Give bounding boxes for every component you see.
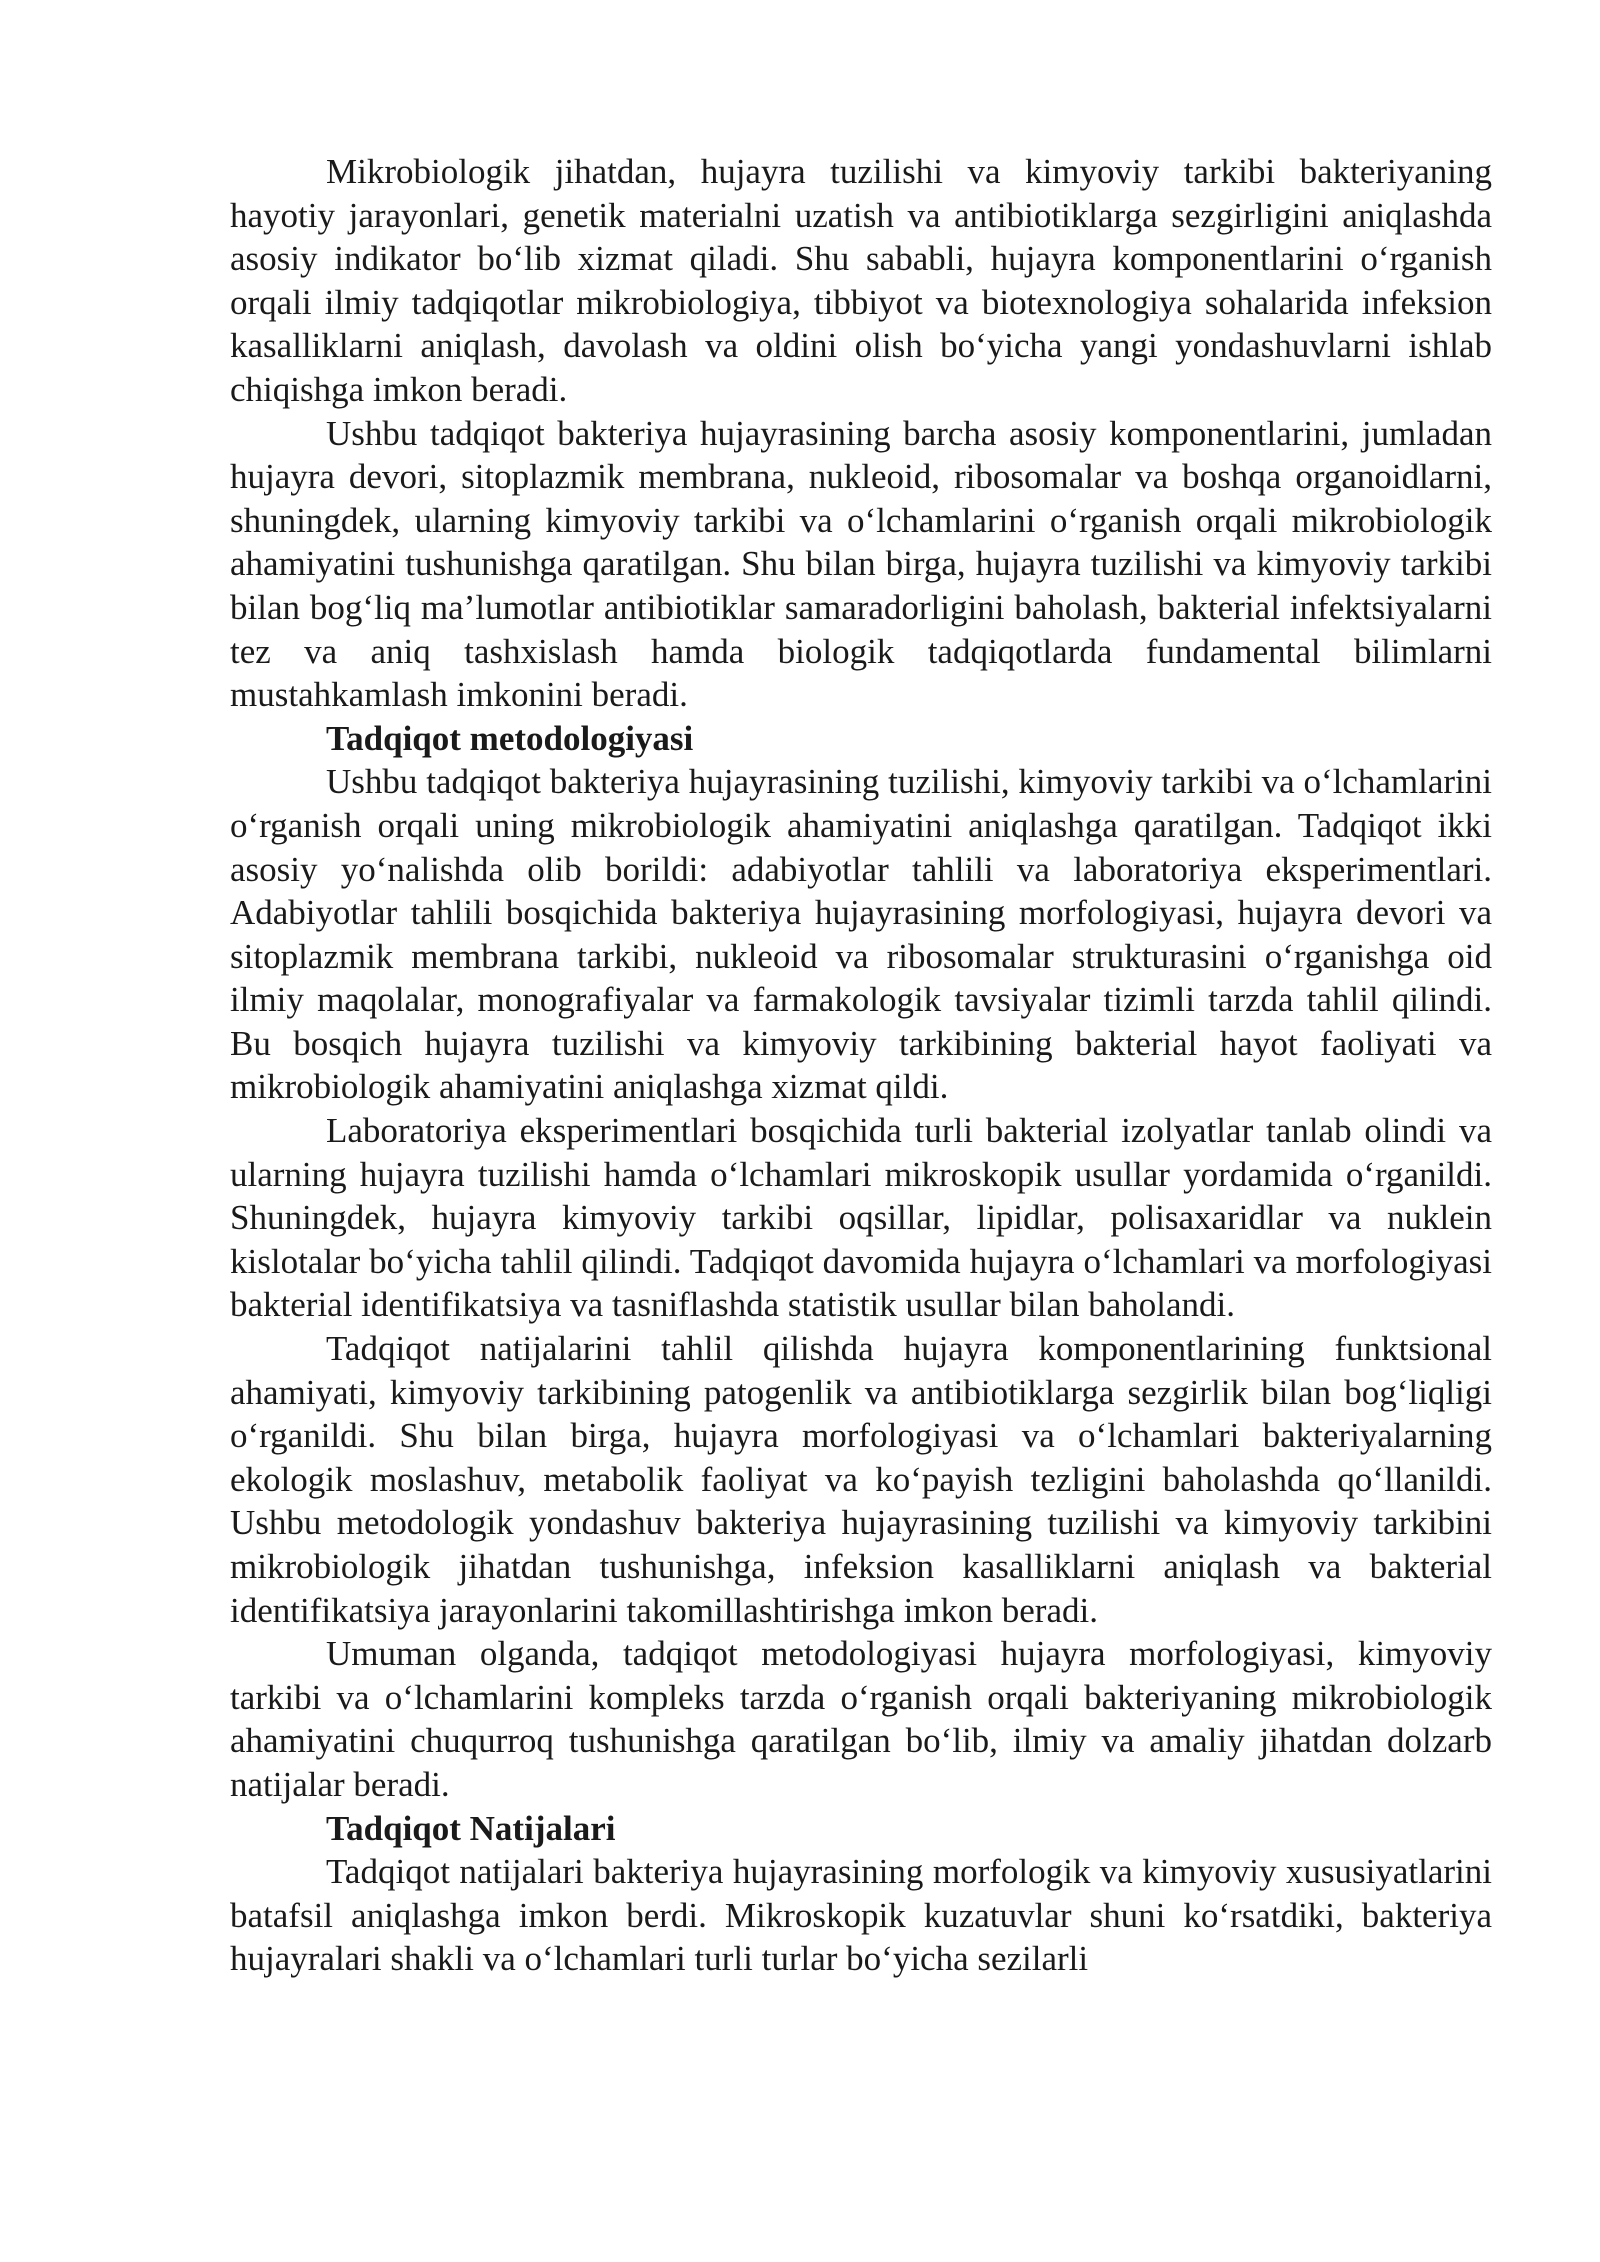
paragraph-intro-significance: Mikrobiologik jihatdan, hujayra tuzilishi va kimyoviy tarkibi bakteriyaning hayotiy jarayonlari, genetik materialni uzatish va antibiotiklarga sezgirligini aniqlashda asosiy indikator bo‘lib xizmat qiladi. Shu sababli, hujayra komponentlarini o‘rganish orqali ilmiy tadqiqotlar mikrobiologiya, tibbiyot va biotexnologiya sohalarida infeksion kasalliklarni aniqlash, davolash va oldini olish bo‘yicha yangi yondashuvlarni ishlab chiqishga imkon beradi. — [230, 152, 1492, 409]
heading-results: Tadqiqot Natijalari — [326, 1808, 616, 1848]
heading-methodology: Tadqiqot metodologiyasi — [326, 718, 694, 758]
paragraph-study-aim: Ushbu tadqiqot bakteriya hujayrasining barcha asosiy komponentlarini, jumladan hujayra devori, sitoplazmik membrana, nukleoid, ribosomalar va boshqa organoidlarni, shuningdek, ularning kimyoviy tarkibi va o‘lchamlarini o‘rganish orqali mikrobiologik ahamiyatini tushunishga qaratilgan. Shu bilan birga, hujayra tuzilishi va kimyoviy tarkibi bilan bog‘liq ma’lumotlar antibiotiklar samaradorligini baholash, bakterial infektsiyalarni tez va aniq tashxislash hamda biologik tadqiqotlarda fundamental bilimlarni mustahkamlash imkonini beradi. — [230, 413, 1492, 715]
paragraph-results-intro: Tadqiqot natijalari bakteriya hujayrasining morfologik va kimyoviy xususiyatlarini batafsil aniqlashga imkon berdi. Mikroskopik kuzatuvlar shuni ko‘rsatdiki, bakteriya hujayralari shakli va o‘lchamlari turli turlar bo‘yicha sezilarli — [230, 1852, 1492, 1979]
paragraph-results-analysis: Tadqiqot natijalarini tahlil qilishda hujayra komponentlarining funktsional ahamiyati, kimyoviy tarkibining patogenlik va antibiotiklarga sezgirlik bilan bog‘liqligi o‘rganildi. Shu bilan birga, hujayra morfologiyasi va o‘lchamlari bakteriyalarning ekologik moslashuv, metabolik faoliyat va ko‘payish tezligini baholashda qo‘llanildi. Ushbu metodologik yondashuv bakteriya hujayrasining tuzilishi va kimyoviy tarkibini mikrobiologik jihatdan tushunishga, infeksion kasalliklarni aniqlash va bakterial identifikatsiya jarayonlarini takomillashtirishga imkon beradi. — [230, 1329, 1492, 1630]
paragraph-methodology-summary: Umuman olganda, tadqiqot metodologiyasi hujayra morfologiyasi, kimyoviy tarkibi va o‘lchamlarini kompleks tarzda o‘rganish orqali bakteriyaning mikrobiologik ahamiyatini chuqurroq tushunishga qaratilgan bo‘lib, ilmiy va amaliy jihatdan dolzarb natijalar beradi. — [230, 1634, 1492, 1804]
paragraph-laboratory-experiments: Laboratoriya eksperimentlari bosqichida turli bakterial izolyatlar tanlab olindi va ularning hujayra tuzilishi hamda o‘lchamlari mikroskopik usullar yordamida o‘rganildi. Shuningdek, hujayra kimyoviy tarkibi oqsillar, lipidlar, polisaxaridlar va nuklein kislotalar bo‘yicha tahlil qilindi. Tadqiqot davomida hujayra o‘lchamlari va morfologiyasi bakterial identifikatsiya va tasniflashda statistik usullar bilan baholandi. — [230, 1111, 1492, 1325]
paragraph-methodology-overview: Ushbu tadqiqot bakteriya hujayrasining tuzilishi, kimyoviy tarkibi va o‘lchamlarini o‘rganish orqali uning mikrobiologik ahamiyatini aniqlashga qaratilgan. Tadqiqot ikki asosiy yo‘nalishda olib borildi: adabiyotlar tahlili va laboratoriya eksperimentlari. Adabiyotlar tahlili bosqichida bakteriya hujayrasining morfologiyasi, hujayra devori va sitoplazmik membrana tarkibi, nukleoid va ribosomalar strukturasini o‘rganishga oid ilmiy maqolalar, monografiyalar va farmakologik tavsiyalar tizimli tarzda tahlil qilindi. Bu bosqich hujayra tuzilishi va kimyoviy tarkibining bakterial hayot faoliyati va mikrobiologik ahamiyatini aniqlashga xizmat qildi. — [230, 762, 1492, 1107]
document-page — [230, 150, 1492, 1981]
